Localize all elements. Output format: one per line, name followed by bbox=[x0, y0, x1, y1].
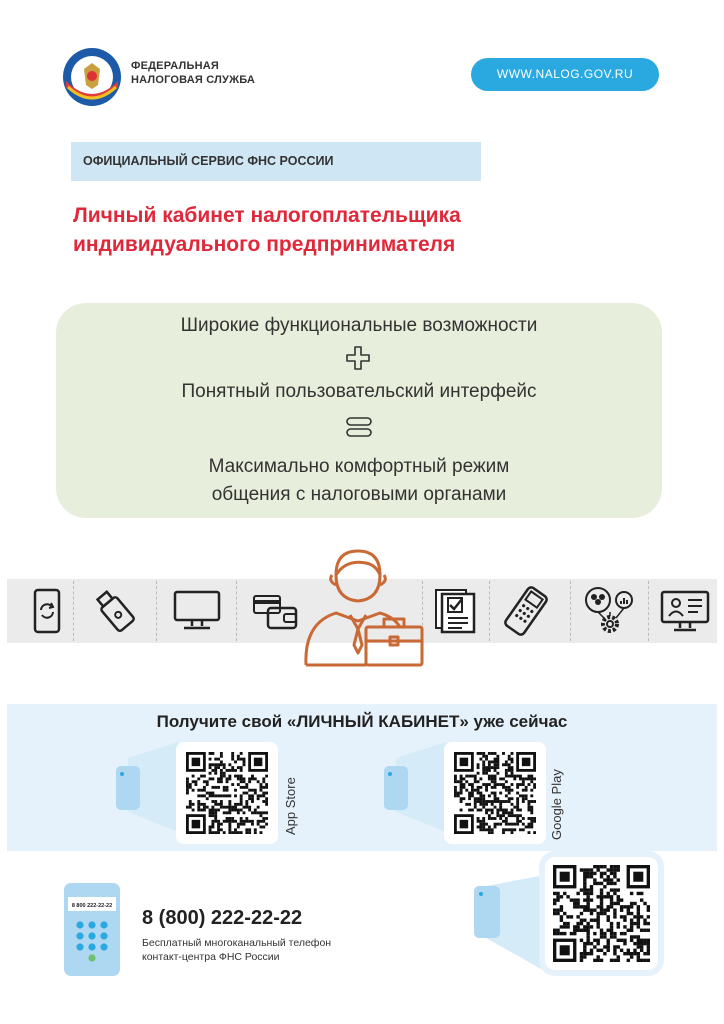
wallet-cards-icon bbox=[250, 586, 300, 636]
phone-keypad-icon bbox=[64, 883, 120, 976]
equals-icon bbox=[346, 417, 372, 437]
app-store-qr-code[interactable] bbox=[186, 752, 268, 834]
strip-divider bbox=[570, 581, 572, 641]
benefit-result-line2: общения с налоговыми органами bbox=[211, 484, 507, 505]
official-service-badge: ОФИЦИАЛЬНЫЙ СЕРВИС ФНС РОССИИ bbox=[71, 142, 481, 181]
benefit-result bbox=[56, 453, 662, 509]
strip-divider bbox=[156, 581, 158, 641]
google-play-label: Google Play bbox=[549, 769, 564, 840]
video-conference-icon bbox=[660, 586, 710, 636]
fns-emblem-icon bbox=[62, 47, 122, 107]
computer-monitor-icon bbox=[172, 586, 222, 636]
phone-scan-beam-icon bbox=[114, 742, 178, 832]
benefit-interface: Понятный пользовательский интерфейс bbox=[181, 381, 537, 402]
page-title-line2: индивидуального предпринимателя bbox=[73, 233, 456, 256]
hotline-description bbox=[142, 936, 331, 964]
org-name bbox=[131, 59, 255, 87]
benefit-functionality: Широкие функциональные возможности bbox=[180, 315, 538, 336]
phone-scan-beam-icon bbox=[382, 742, 446, 832]
org-name-line2: НАЛОГОВАЯ СЛУЖБА bbox=[131, 74, 256, 86]
strip-divider bbox=[489, 581, 491, 641]
hotline-phone-number[interactable]: 8 (800) 222-22-22 bbox=[142, 907, 303, 929]
people-chart-icon bbox=[584, 586, 634, 636]
strip-divider bbox=[73, 581, 75, 641]
account-qr-code[interactable] bbox=[553, 865, 650, 962]
get-account-title: Получите свой «ЛИЧНЫЙ КАБИНЕТ» уже сейчас bbox=[156, 712, 568, 731]
page-title-line1: Личный кабинет налогоплательщика bbox=[73, 204, 461, 227]
benefits-panel bbox=[56, 303, 662, 518]
strip-divider bbox=[648, 581, 650, 641]
benefit-result-line1: Максимально комфортный режим bbox=[208, 456, 510, 477]
phone-screen-number: 8 800 222-22-22 bbox=[71, 903, 113, 909]
payment-terminal-icon bbox=[501, 586, 551, 636]
phone-scan-beam-icon bbox=[470, 874, 550, 974]
hotline-description-line1: Бесплатный многоканальный телефон bbox=[142, 937, 332, 949]
page-title bbox=[73, 201, 633, 259]
google-play-qr-code[interactable] bbox=[454, 752, 536, 834]
app-store-label: App Store bbox=[283, 777, 298, 835]
usb-drive-icon bbox=[90, 586, 140, 636]
google-play-qr-card[interactable] bbox=[444, 742, 546, 844]
phone-sync-icon bbox=[22, 586, 72, 636]
org-name-line1: ФЕДЕРАЛЬНАЯ bbox=[131, 60, 219, 72]
hotline-description-line2: контакт-центра ФНС России bbox=[142, 951, 280, 963]
documents-check-icon bbox=[432, 586, 482, 636]
account-qr-card[interactable] bbox=[545, 857, 658, 970]
strip-divider bbox=[236, 581, 238, 641]
app-store-qr-card[interactable] bbox=[176, 742, 278, 844]
website-link[interactable]: WWW.NALOG.GOV.RU bbox=[471, 58, 659, 91]
businessman-icon bbox=[296, 545, 428, 671]
plus-icon bbox=[345, 345, 371, 371]
